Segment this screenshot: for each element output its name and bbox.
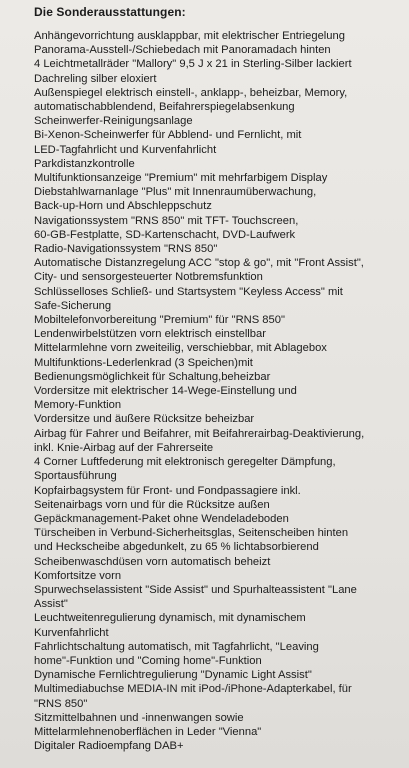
- equipment-line: Kopfairbagsystem für Front- und Fondpassagiere inkl.: [34, 484, 301, 497]
- equipment-line: inkl. Knie-Airbag auf der Fahrerseite: [34, 441, 214, 454]
- equipment-line: Kurvenfahrlicht: [34, 626, 109, 639]
- equipment-line: Bedienungsmöglichkeit für Schaltung,beheizbar: [34, 370, 271, 383]
- equipment-line: Fahrlichtschaltung automatisch, mit Tagfahrlicht, "Leaving: [34, 640, 319, 653]
- equipment-line: Navigationssystem "RNS 850" mit TFT- Touchscreen,: [34, 214, 299, 227]
- equipment-line: Dachreling silber eloxiert: [34, 72, 157, 85]
- equipment-line: Memory-Funktion: [34, 399, 122, 412]
- equipment-line: Anhängevorrichtung ausklappbar, mit elektrischer Entriegelung: [34, 30, 345, 42]
- equipment-line: Diebstahlwarnanlage "Plus" mit Innenraumüberwachung,: [34, 186, 317, 199]
- equipment-line: Sportausführung: [34, 470, 117, 483]
- equipment-line: Vordersitze und äußere Rücksitze beheizbar: [34, 413, 255, 426]
- equipment-line: Leuchtweitenregulierung dynamisch, mit dynamischem: [34, 612, 306, 625]
- equipment-line: Mittelarmlehne vorn zweiteilig, verschiebbar, mit Ablagebox: [34, 342, 327, 355]
- equipment-line: Airbag für Fahrer und Beifahrer, mit Beifahrerairbag-Deaktivierung,: [34, 427, 365, 440]
- equipment-line: Mittelarmlehnenoberflächen in Leder "Vienna": [34, 725, 262, 738]
- equipment-line: Parkdistanzkontrolle: [34, 157, 135, 170]
- equipment-line: Vordersitze mit elektrischer 14-Wege-Einstellung und: [34, 385, 297, 398]
- equipment-line: 60-GB-Festplatte, SD-Kartenschacht, DVD-Laufwerk: [34, 228, 296, 241]
- equipment-line: Sitzmittelbahnen und -innenwangen sowie: [34, 711, 244, 724]
- equipment-line: Außenspiegel elektrisch einstell-, anklapp-, beheizbar, Memory,: [34, 86, 348, 99]
- equipment-line: Komfortsitze vorn: [34, 569, 122, 582]
- equipment-line: Bi-Xenon-Scheinwerfer für Abblend- und Fernlicht, mit: [34, 129, 302, 142]
- equipment-line: Scheibenwaschdüsen vorn automatisch beheizt: [34, 555, 271, 568]
- equipment-line: Safe-Sicherung: [34, 299, 112, 312]
- equipment-line: Multifunktionsanzeige "Premium" mit mehrfarbigem Display: [34, 172, 328, 185]
- equipment-line: Lendenwirbelstützen vorn elektrisch einstellbar: [34, 328, 266, 341]
- equipment-line: Multimediabuchse MEDIA-IN mit iPod-/iPhone-Adapterkabel, für: [34, 683, 352, 696]
- equipment-line: City- und sensorgesteuerter Notbremsfunktion: [34, 271, 263, 284]
- equipment-line: LED-Tagfahrlicht und Kurvenfahrlicht: [34, 143, 217, 156]
- equipment-line: Türscheiben in Verbund-Sicherheitsglas, Seitenscheiben hinten: [34, 527, 349, 540]
- equipment-line: Multifunktions-Lederlenkrad (3 Speichen)mit: [34, 356, 253, 369]
- equipment-line: und Heckscheibe abgedunkelt, zu 65 % lichtabsorbierend: [34, 541, 319, 554]
- equipment-line: 4 Corner Luftfederung mit elektronisch geregelter Dämpfung,: [34, 456, 336, 469]
- equipment-line: Dynamische Fernlichtregulierung "Dynamic Light Assist": [34, 669, 312, 682]
- equipment-list: [34, 29, 405, 753]
- equipment-line: Back-up-Horn und Abschleppschutz: [34, 200, 212, 213]
- equipment-line: Gepäckmanagement-Paket ohne Wendeladeboden: [34, 512, 289, 525]
- equipment-line: Panorama-Ausstell-/Schiebedach mit Panoramadach hinten: [34, 44, 331, 57]
- equipment-line: Schlüsselloses Schließ- und Startsystem "Keyless Access" mit: [34, 285, 343, 298]
- equipment-line: automatischabblendend, Beifahrerspiegelabsenkung: [34, 101, 295, 114]
- equipment-line: Seitenairbags vorn und für die Rücksitze außen: [34, 498, 270, 511]
- page-title: Die Sonderausstattungen:: [34, 5, 186, 19]
- equipment-line: Spurwechselassistent "Side Assist" und Spurhalteassistent "Lane: [34, 583, 357, 596]
- equipment-line: home"-Funktion und "Coming home"-Funktion: [34, 654, 262, 667]
- equipment-line: 4 Leichtmetallräder "Mallory" 9,5 J x 21 in Sterling-Silber lackiert: [34, 58, 352, 71]
- equipment-line: Assist": [34, 598, 68, 611]
- equipment-line: Automatische Distanzregelung ACC "stop & go", mit "Front Assist",: [34, 257, 364, 270]
- equipment-line: Radio-Navigationssystem "RNS 850": [34, 243, 218, 256]
- equipment-line: Mobiltelefonvorbereitung "Premium" für "RNS 850": [34, 314, 285, 327]
- equipment-line: "RNS 850": [34, 697, 88, 710]
- equipment-line: Digitaler Radioempfang DAB+: [34, 740, 184, 753]
- equipment-line: Scheinwerfer-Reinigungsanlage: [34, 115, 193, 128]
